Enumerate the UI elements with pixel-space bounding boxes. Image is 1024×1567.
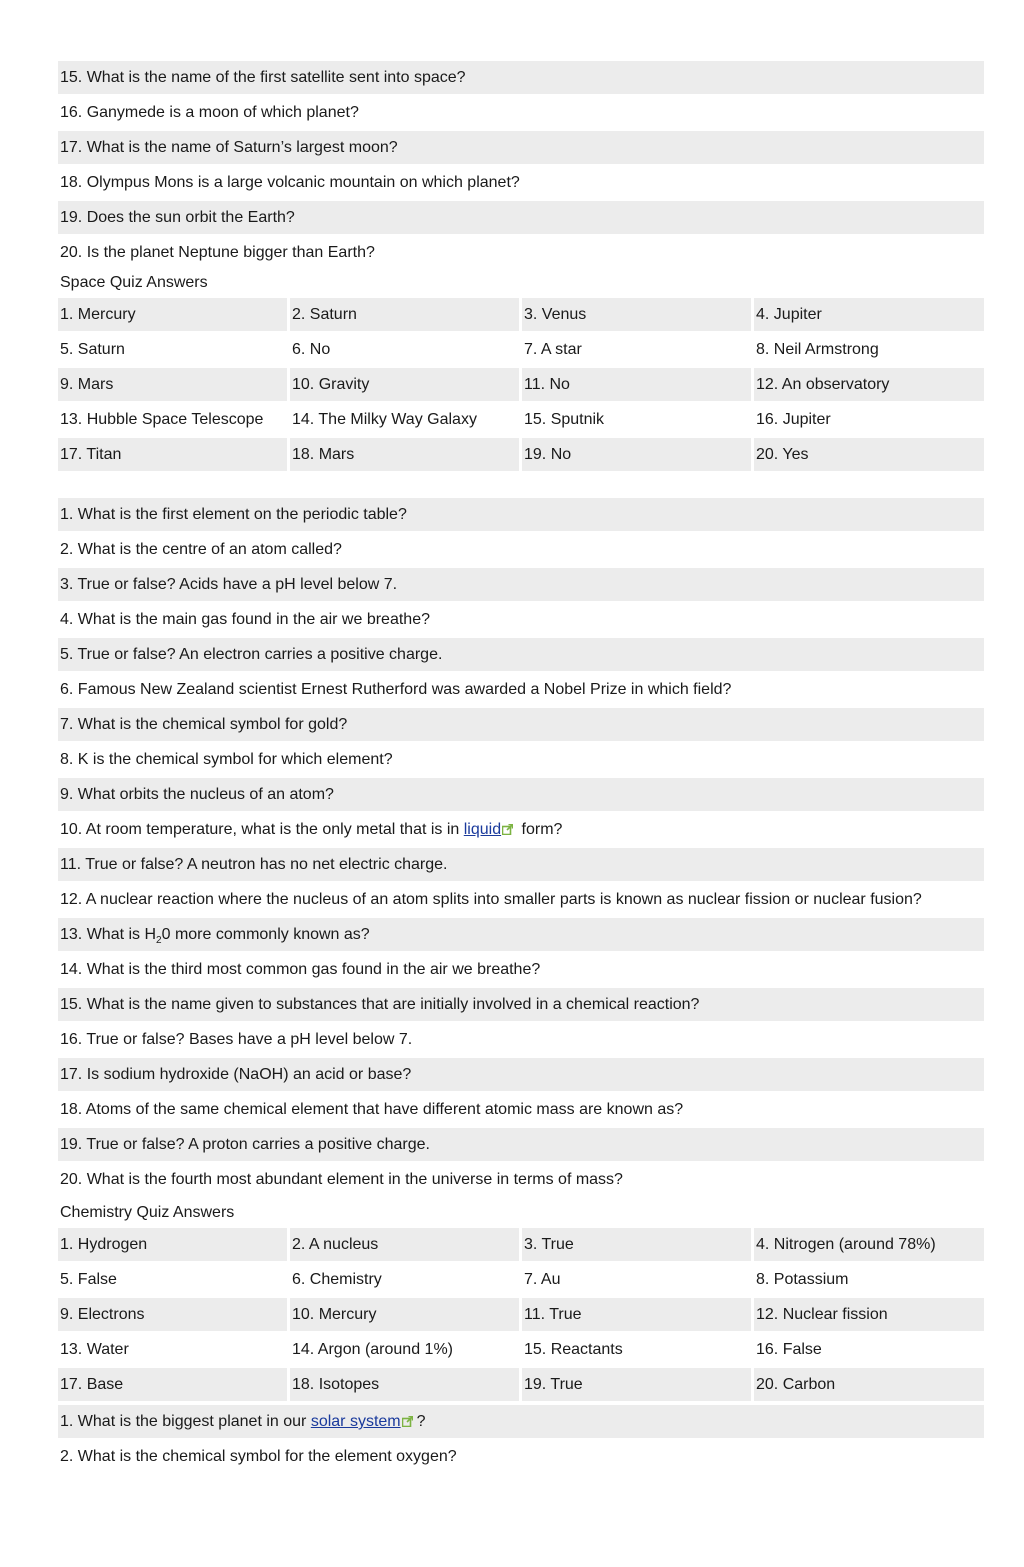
- answer-cell: 18. Mars: [290, 438, 519, 471]
- answer-cell: 5. Saturn: [60, 341, 125, 358]
- answer-cell: 9. Electrons: [58, 1298, 287, 1331]
- question-row: 8. K is the chemical symbol for which element?: [60, 751, 393, 768]
- next-quiz-questions: [58, 1405, 984, 1475]
- question-row: 17. What is the name of Saturn’s largest moon?: [58, 131, 984, 164]
- question-row: 18. Atoms of the same chemical element that have different atomic mass are known as?: [60, 1101, 684, 1118]
- question-row: 15. What is the name given to substances that are initially involved in a chemical reaction?: [58, 988, 984, 1021]
- answer-cell: 14. Argon (around 1%): [292, 1341, 453, 1358]
- question-row: 9. What orbits the nucleus of an atom?: [58, 778, 984, 811]
- solar-system-link[interactable]: solar system: [310, 1413, 401, 1430]
- question-row: 16. True or false? Bases have a pH level below 7.: [60, 1031, 413, 1048]
- question-text: form?: [517, 821, 563, 838]
- answer-cell: 19. No: [522, 438, 751, 471]
- question-row: 19. Does the sun orbit the Earth?: [58, 201, 984, 234]
- answer-cell: 2. A nucleus: [290, 1228, 519, 1261]
- answer-cell: 12. Nuclear fission: [754, 1298, 984, 1331]
- answer-cell: 10. Gravity: [290, 368, 519, 401]
- question-row: 3. True or false? Acids have a pH level below 7.: [58, 568, 984, 601]
- question-row: 17. Is sodium hydroxide (NaOH) an acid or base?: [58, 1058, 984, 1091]
- question-row: 1. What is the first element on the periodic table?: [58, 498, 984, 531]
- question-row: [58, 1405, 984, 1438]
- question-text: ?: [416, 1413, 426, 1430]
- question-row: 12. A nuclear reaction where the nucleus of an atom splits into smaller parts is known as nuclear fission or nuclear fusion?: [60, 891, 922, 908]
- answer-cell: 15. Sputnik: [524, 411, 605, 428]
- answer-cell: 5. False: [60, 1271, 117, 1288]
- answer-cell: 12. An observatory: [754, 368, 984, 401]
- liquid-link[interactable]: liquid: [463, 821, 502, 838]
- answer-cell: 16. False: [756, 1341, 822, 1358]
- answer-cell: 13. Hubble Space Telescope: [60, 411, 264, 428]
- chemistry-questions: [58, 498, 984, 1198]
- answer-cell: 7. A star: [524, 341, 582, 358]
- question-row: 4. What is the main gas found in the air we breathe?: [60, 611, 430, 628]
- chemistry-answers-section: [58, 1198, 984, 1403]
- answer-cell: 7. Au: [524, 1271, 561, 1288]
- question-row: 20. Is the planet Neptune bigger than Earth?: [60, 244, 375, 261]
- space-answers-table: [58, 298, 984, 473]
- answer-cell: 1. Hydrogen: [58, 1228, 287, 1261]
- question-text: 1. What is the biggest planet in our: [60, 1413, 311, 1430]
- chemistry-answers-heading: Chemistry Quiz Answers: [60, 1204, 235, 1221]
- answer-cell: 16. Jupiter: [756, 411, 831, 428]
- question-row: [58, 918, 984, 951]
- answer-cell: 11. True: [522, 1298, 751, 1331]
- answer-cell: 4. Jupiter: [754, 298, 984, 331]
- question-row: 20. What is the fourth most abundant element in the universe in terms of mass?: [60, 1171, 623, 1188]
- question-text: 0 more commonly known as?: [161, 926, 370, 943]
- space-answers-heading: Space Quiz Answers: [60, 274, 208, 291]
- question-row: 15. What is the name of the first satellite sent into space?: [58, 61, 984, 94]
- question-row: 14. What is the third most common gas found in the air we breathe?: [60, 961, 541, 978]
- answer-cell: 17. Base: [58, 1368, 287, 1401]
- answer-cell: 6. No: [292, 341, 331, 358]
- question-row: 16. Ganymede is a moon of which planet?: [60, 104, 359, 121]
- answer-cell: 8. Neil Armstrong: [756, 341, 879, 358]
- answer-cell: 4. Nitrogen (around 78%): [754, 1228, 984, 1261]
- question-row: 6. Famous New Zealand scientist Ernest Rutherford was awarded a Nobel Prize in which field?: [60, 681, 732, 698]
- answer-cell: 3. True: [522, 1228, 751, 1261]
- space-questions-tail: [58, 61, 984, 271]
- answer-cell: 1. Mercury: [58, 298, 287, 331]
- answer-cell: 19. True: [522, 1368, 751, 1401]
- answer-cell: 14. The Milky Way Galaxy: [292, 411, 477, 428]
- answer-cell: 11. No: [522, 368, 751, 401]
- answer-cell: 20. Carbon: [754, 1368, 984, 1401]
- question-row: 11. True or false? A neutron has no net electric charge.: [58, 848, 984, 881]
- question-row: 7. What is the chemical symbol for gold?: [58, 708, 984, 741]
- answer-cell: 17. Titan: [58, 438, 287, 471]
- question-text: 13. What is H: [60, 926, 157, 943]
- question-text: 10. At room temperature, what is the only metal that is in: [60, 821, 464, 838]
- question-row: 2. What is the chemical symbol for the element oxygen?: [60, 1448, 457, 1465]
- answer-cell: 8. Potassium: [756, 1271, 849, 1288]
- external-link-icon: [502, 824, 513, 835]
- space-answers-section: [58, 268, 984, 473]
- question-row: 19. True or false? A proton carries a positive charge.: [58, 1128, 984, 1161]
- question-row: 2. What is the centre of an atom called?: [60, 541, 342, 558]
- external-link-icon: [402, 1416, 413, 1427]
- answer-cell: 10. Mercury: [290, 1298, 519, 1331]
- answer-cell: 2. Saturn: [290, 298, 519, 331]
- answer-cell: 6. Chemistry: [292, 1271, 382, 1288]
- answer-cell: 18. Isotopes: [290, 1368, 519, 1401]
- answer-cell: 13. Water: [60, 1341, 129, 1358]
- question-row: [58, 813, 984, 846]
- subscript: 2: [156, 935, 162, 947]
- chemistry-answers-table: [58, 1228, 984, 1403]
- answer-cell: 3. Venus: [522, 298, 751, 331]
- answer-cell: 20. Yes: [754, 438, 984, 471]
- question-row: 5. True or false? An electron carries a positive charge.: [58, 638, 984, 671]
- question-row: 18. Olympus Mons is a large volcanic mountain on which planet?: [60, 174, 520, 191]
- answer-cell: 9. Mars: [58, 368, 287, 401]
- answer-cell: 15. Reactants: [524, 1341, 623, 1358]
